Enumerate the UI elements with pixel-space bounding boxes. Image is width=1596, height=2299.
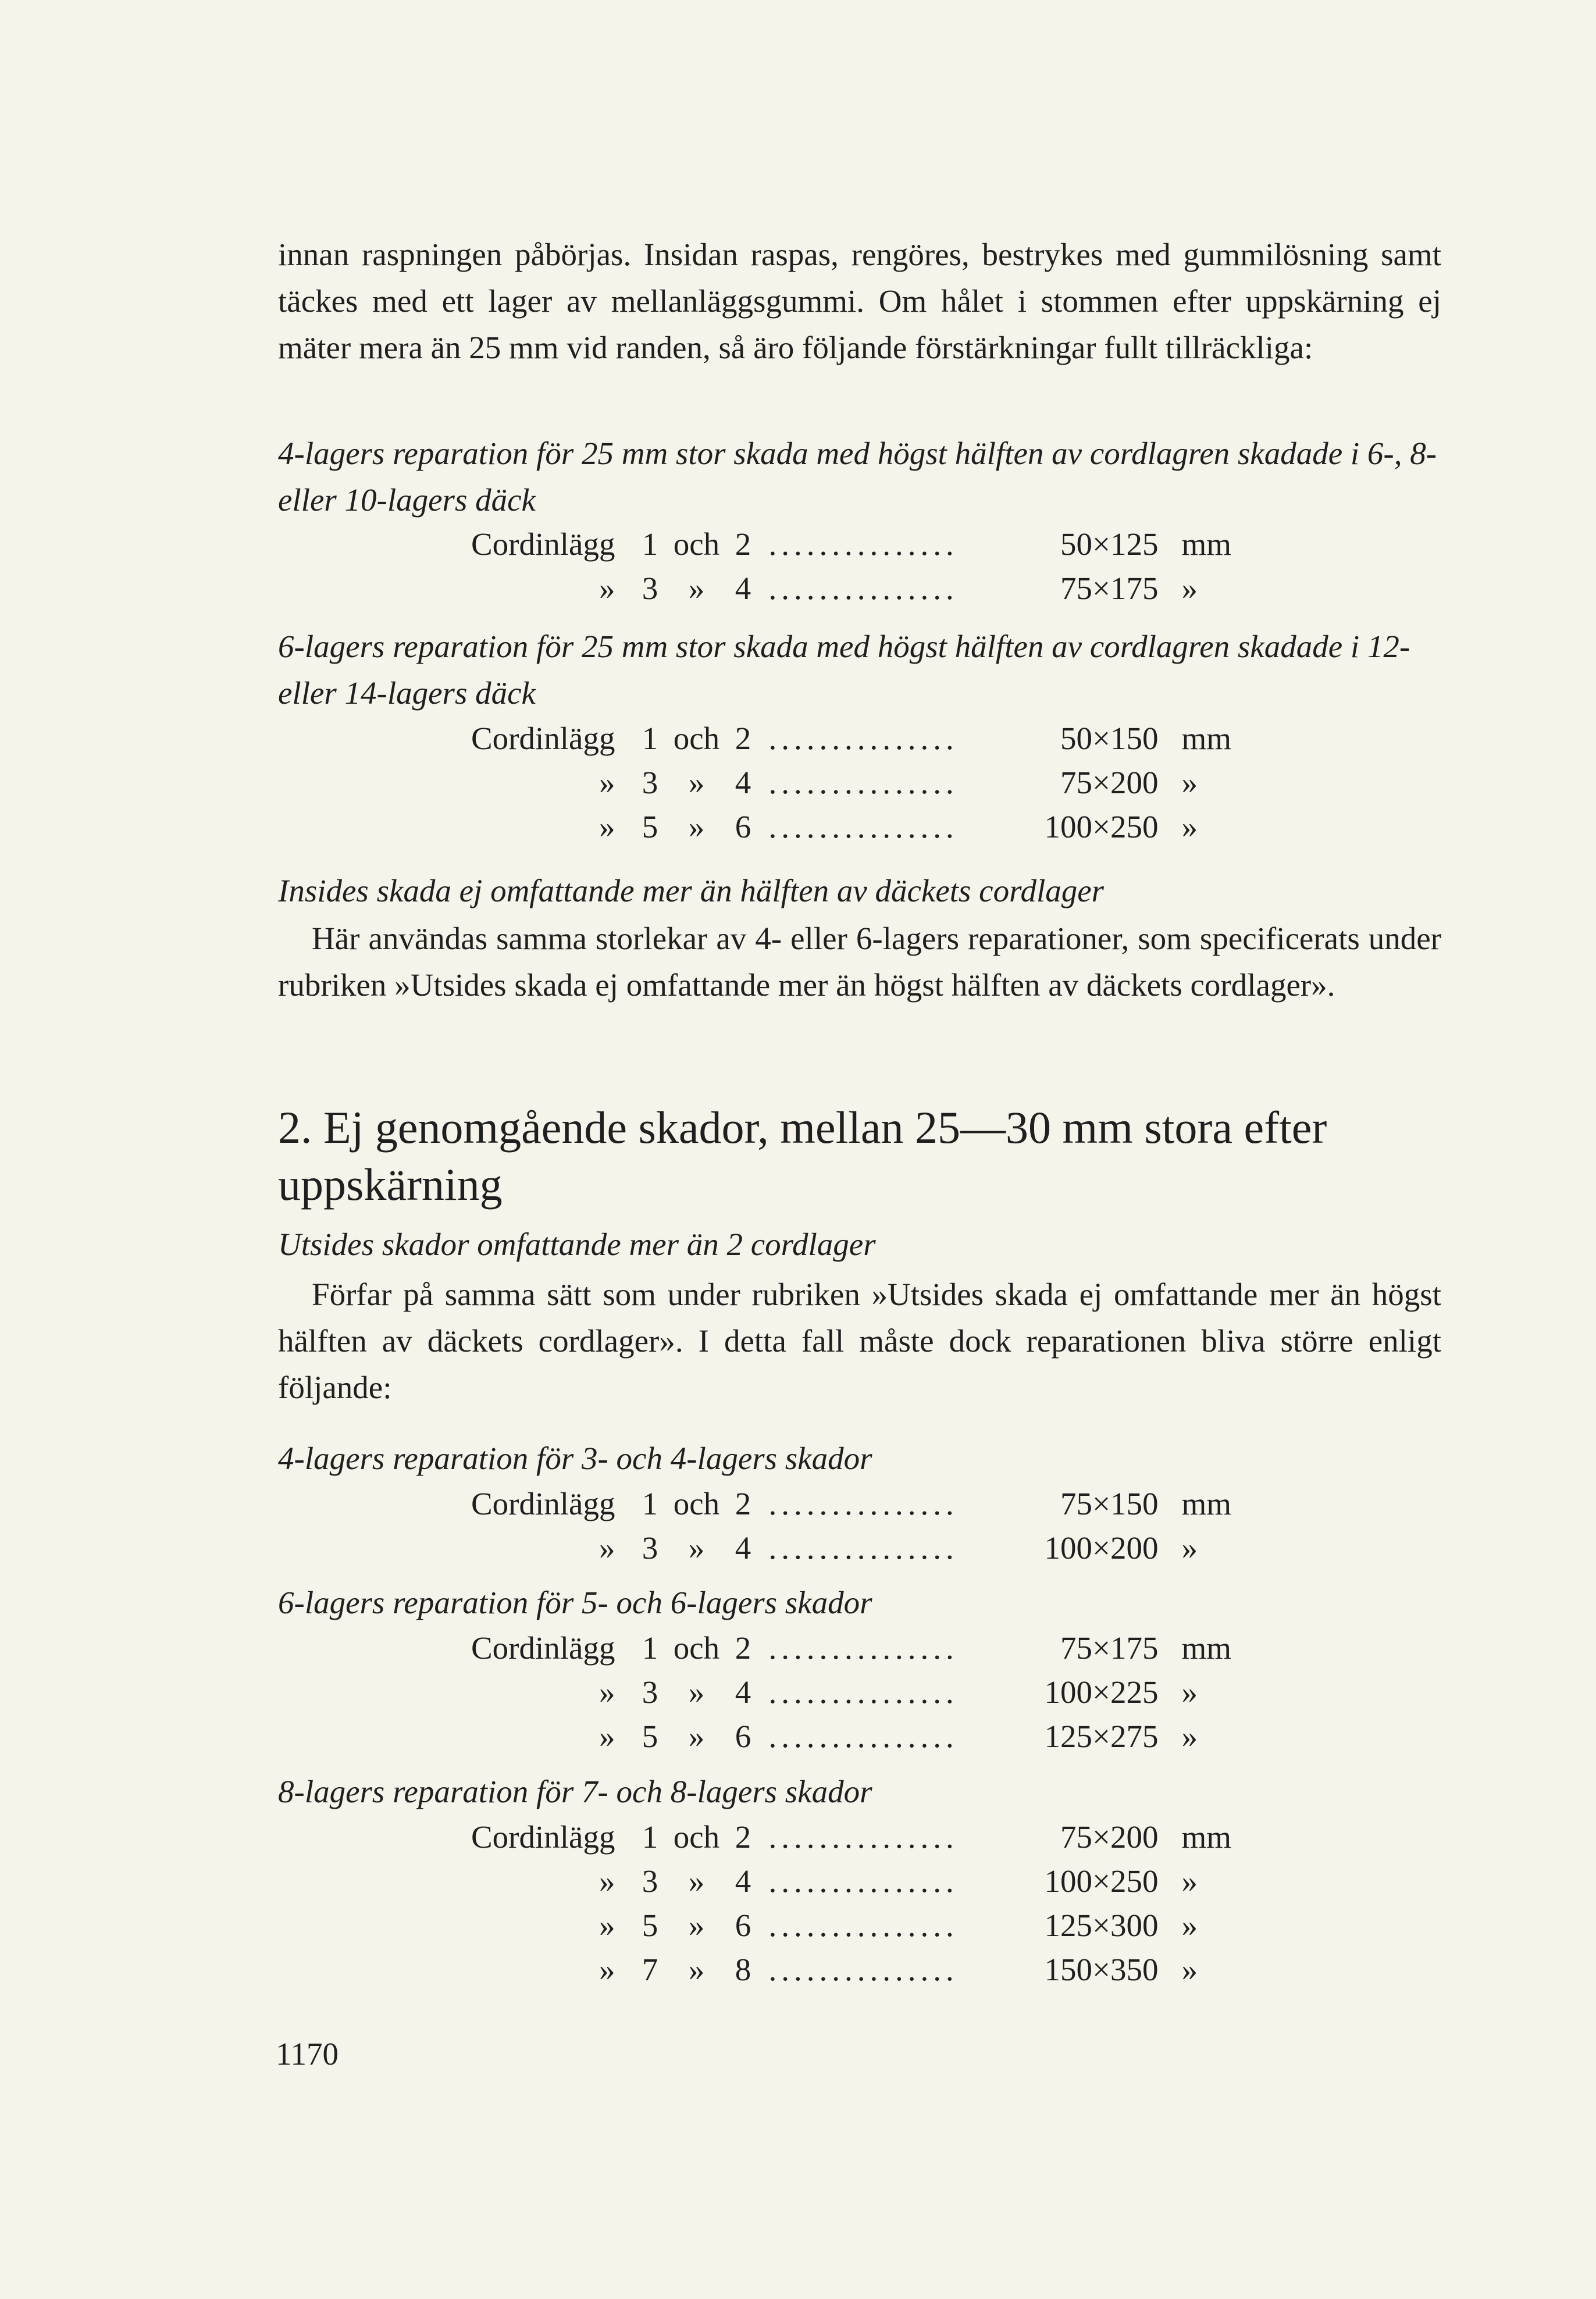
dimension-value: 75×175 <box>1060 1630 1159 1666</box>
block-4-lagers-25mm <box>278 430 1441 611</box>
block-6-lagers-25mm <box>278 623 1441 849</box>
layer-to: 2 <box>735 526 751 562</box>
dot-leader: ............... <box>768 1719 959 1754</box>
layer-from: 1 <box>642 1630 658 1666</box>
table-row <box>471 1482 1251 1526</box>
layer-from: 7 <box>642 1952 658 1987</box>
row-label: » <box>598 1674 615 1710</box>
layer-from: 5 <box>642 1719 658 1754</box>
row-label: » <box>598 1863 615 1899</box>
block-title: 6-lagers reparation för 5- och 6-lagers skador <box>278 1585 872 1620</box>
dot-leader: ............... <box>768 765 959 800</box>
layer-to: 2 <box>735 1819 751 1855</box>
layer-from: 1 <box>642 721 658 756</box>
section-subtitle: Utsides skador omfattande mer än 2 cordlager <box>278 1227 876 1262</box>
insides-section <box>278 868 1441 1008</box>
layer-to: 8 <box>735 1952 751 1987</box>
row-label: Cordinlägg <box>471 1630 615 1666</box>
unit: » <box>1181 765 1198 800</box>
dot-leader: ............... <box>768 1863 959 1899</box>
conjunction: » <box>688 1674 705 1710</box>
layer-from: 5 <box>642 1908 658 1943</box>
table-row <box>471 1715 1251 1759</box>
dimension-value: 75×200 <box>1060 1819 1159 1855</box>
dimension-value: 50×150 <box>1060 721 1159 756</box>
layer-to: 4 <box>735 1863 751 1899</box>
row-label: » <box>598 1952 615 1987</box>
block-title: 8-lagers reparation för 7- och 8-lagers skador <box>278 1774 872 1809</box>
unit: mm <box>1181 526 1232 562</box>
page-number: 1170 <box>276 2036 339 2072</box>
row-label: Cordinlägg <box>471 1819 615 1855</box>
conjunction: » <box>688 1719 705 1754</box>
conjunction: och <box>673 1819 720 1855</box>
dot-leader: ............... <box>768 526 959 562</box>
layer-to: 4 <box>735 571 751 606</box>
unit: » <box>1181 1719 1198 1754</box>
layer-to: 4 <box>735 765 751 800</box>
conjunction: » <box>688 1908 705 1943</box>
layer-to: 6 <box>735 809 751 844</box>
row-label: » <box>598 1908 615 1943</box>
block-6-lagers-5-6 <box>278 1580 1441 1759</box>
dot-leader: ............... <box>768 1530 959 1566</box>
table-row <box>471 717 1251 761</box>
block-title: 4-lagers reparation för 3- och 4-lagers skador <box>278 1441 872 1476</box>
dimension-value: 100×225 <box>1044 1674 1159 1710</box>
dimension-value: 75×200 <box>1060 765 1159 800</box>
dot-leader: ............... <box>768 1819 959 1855</box>
table-row <box>471 1815 1251 1859</box>
dimension-value: 75×150 <box>1060 1486 1159 1521</box>
conjunction: och <box>673 721 720 756</box>
section-heading: 2. Ej genomgående skador, mellan 25—30 mm stora efter uppskärning <box>278 1102 1327 1210</box>
dimension-table <box>471 1815 1251 1992</box>
layer-from: 5 <box>642 809 658 844</box>
layer-from: 3 <box>642 765 658 800</box>
table-row <box>471 1526 1251 1570</box>
dimension-table <box>471 522 1251 611</box>
intro-paragraph: innan raspningen påbörjas. Insidan raspas, rengöres, bestrykes med gummilösning samt täckes med ett lager av mellanläggsgummi. Om hålet i stommen efter uppskärning ej mäter mera än 25 mm vid randen, så äro följande förstärkningar fullt tillräckliga: <box>278 237 1441 365</box>
dimension-value: 125×300 <box>1044 1908 1159 1943</box>
row-label: » <box>598 765 615 800</box>
layer-from: 3 <box>642 571 658 606</box>
unit: » <box>1181 1952 1198 1987</box>
dot-leader: ............... <box>768 1630 959 1666</box>
conjunction: och <box>673 1486 720 1521</box>
conjunction: » <box>688 765 705 800</box>
block-4-lagers-3-4 <box>278 1435 1441 1570</box>
dot-leader: ............... <box>768 1674 959 1710</box>
layer-from: 1 <box>642 526 658 562</box>
conjunction: » <box>688 571 705 606</box>
layer-to: 2 <box>735 1630 751 1666</box>
layer-to: 6 <box>735 1908 751 1943</box>
layer-from: 1 <box>642 1486 658 1521</box>
dot-leader: ............... <box>768 1952 959 1987</box>
row-label: » <box>598 1530 615 1566</box>
conjunction: och <box>673 1630 720 1666</box>
row-label: » <box>598 809 615 844</box>
table-row <box>471 1670 1251 1715</box>
dot-leader: ............... <box>768 1486 959 1521</box>
unit: mm <box>1181 721 1232 756</box>
table-row <box>471 522 1251 566</box>
conjunction: » <box>688 1952 705 1987</box>
table-row <box>471 1859 1251 1904</box>
row-label: » <box>598 571 615 606</box>
unit: » <box>1181 1674 1198 1710</box>
table-row <box>471 1948 1251 1992</box>
row-label: Cordinlägg <box>471 526 615 562</box>
table-row <box>471 1626 1251 1670</box>
table-row <box>471 805 1251 849</box>
dot-leader: ............... <box>768 721 959 756</box>
layer-from: 3 <box>642 1863 658 1899</box>
dot-leader: ............... <box>768 1908 959 1943</box>
dimension-table <box>471 717 1251 849</box>
layer-to: 6 <box>735 1719 751 1754</box>
dot-leader: ............... <box>768 571 959 606</box>
layer-to: 4 <box>735 1674 751 1710</box>
layer-to: 2 <box>735 1486 751 1521</box>
table-row <box>471 1904 1251 1948</box>
row-label: Cordinlägg <box>471 721 615 756</box>
conjunction: » <box>688 1863 705 1899</box>
unit: » <box>1181 571 1198 606</box>
layer-to: 4 <box>735 1530 751 1566</box>
dimension-value: 50×125 <box>1060 526 1159 562</box>
dimension-value: 100×250 <box>1044 809 1159 844</box>
section-paragraph: Förfar på samma sätt som under rubriken »Utsides skada ej omfattande mer än högst hälften av däckets cordlager». I detta fall måste dock reparationen bliva större enligt följande: <box>278 1277 1441 1405</box>
conjunction: » <box>688 1530 705 1566</box>
dimension-value: 100×250 <box>1044 1863 1159 1899</box>
unit: » <box>1181 1530 1198 1566</box>
dimension-table <box>471 1626 1251 1759</box>
block-title: 4-lagers reparation för 25 mm stor skada med högst hälften av cordlagren skadade i 6-, 8- eller 10-lagers däck <box>278 436 1437 518</box>
conjunction: och <box>673 526 720 562</box>
insides-paragraph: Här användas samma storlekar av 4- eller 6-lagers reparationer, som specificerats under rubriken »Utsides skada ej omfattande mer än högst hälften av däckets cordlager». <box>278 921 1441 1003</box>
unit: mm <box>1181 1819 1232 1855</box>
unit: mm <box>1181 1486 1232 1521</box>
layer-to: 2 <box>735 721 751 756</box>
insides-title: Insides skada ej omfattande mer än hälften av däckets cordlager <box>278 873 1105 908</box>
intro-section <box>278 231 1441 371</box>
layer-from: 1 <box>642 1819 658 1855</box>
dimension-value: 75×175 <box>1060 571 1159 606</box>
table-row <box>471 566 1251 611</box>
dot-leader: ............... <box>768 809 959 844</box>
conjunction: » <box>688 809 705 844</box>
dimension-value: 150×350 <box>1044 1952 1159 1987</box>
block-title: 6-lagers reparation för 25 mm stor skada med högst hälften av cordlagren skadade i 12- eller 14-lagers däck <box>278 629 1410 711</box>
unit: » <box>1181 809 1198 844</box>
dimension-table <box>471 1482 1251 1570</box>
layer-from: 3 <box>642 1674 658 1710</box>
row-label: » <box>598 1719 615 1754</box>
unit: » <box>1181 1863 1198 1899</box>
section-2 <box>278 1099 1441 1411</box>
dimension-value: 100×200 <box>1044 1530 1159 1566</box>
table-row <box>471 761 1251 805</box>
layer-from: 3 <box>642 1530 658 1566</box>
block-8-lagers-7-8 <box>278 1769 1441 1992</box>
unit: mm <box>1181 1630 1232 1666</box>
unit: » <box>1181 1908 1198 1943</box>
row-label: Cordinlägg <box>471 1486 615 1521</box>
dimension-value: 125×275 <box>1044 1719 1159 1754</box>
